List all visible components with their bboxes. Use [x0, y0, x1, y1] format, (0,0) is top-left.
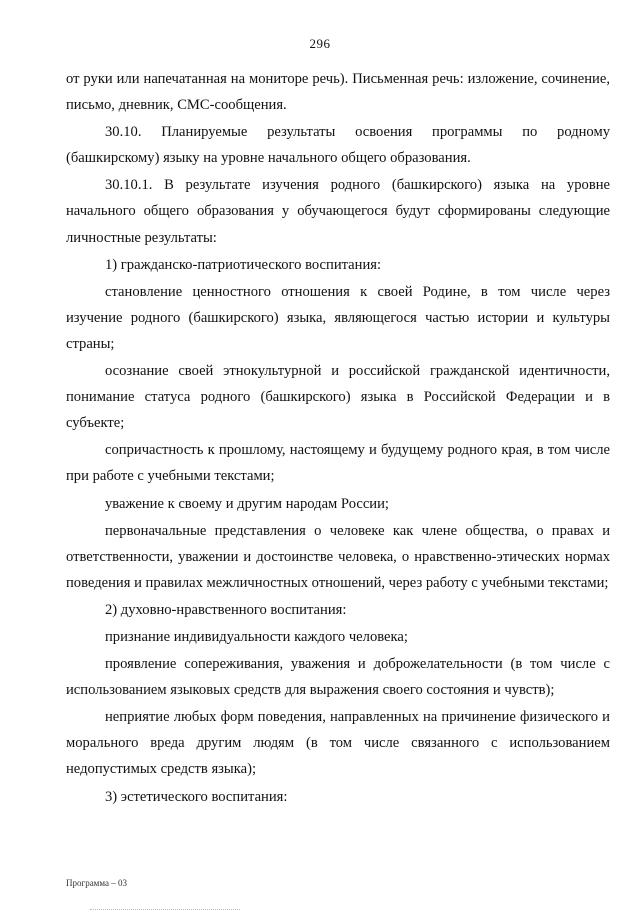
paragraph-individuality: признание индивидуальности каждого человека; — [105, 628, 408, 645]
paragraph-heading-moral: 2) духовно-нравственного воспитания: — [105, 601, 347, 618]
paragraph-society: первоначальные представления о человеке как члене общества, о правах и ответственности, уважении и достоинстве человека, о нравственно-этических нормах поведения и правилах межличностных отношений, через работу с учебными текстами; — [66, 522, 610, 591]
paragraph-heading-aesthetic: 3) эстетического воспитания: — [105, 788, 288, 805]
paragraph-section-30-10-1: 30.10.1. В результате изучения родного (башкирского) языка на уровне начального общего образования у обучающегося будут сформированы следующие личностные результаты: — [66, 177, 610, 246]
body-text — [66, 66, 610, 810]
paragraph-continuation: от руки или напечатанная на мониторе речь). Письменная речь: изложение, сочинение, письмо, дневник, СМС-сообщения. — [66, 71, 610, 114]
paragraph-homeland: становление ценностного отношения к своей Родине, в том числе через изучение родного (башкирского) языка, являющегося частью истории и культуры страны; — [66, 283, 610, 352]
paragraph-identity: осознание своей этнокультурной и российской гражданской идентичности, понимание статуса родного (башкирского) языка в Российской Федерации и в субъекте; — [66, 363, 610, 432]
paragraph-rejection: неприятие любых форм поведения, направленных на причинение физического и морального вреда другим людям (в том числе связанного с использованием недопустимых средств языка); — [66, 709, 610, 778]
paragraph-native-land: сопричастность к прошлому, настоящему и будущему родного края, в том числе при работе с учебными текстами; — [66, 442, 610, 485]
page-number: 296 — [309, 36, 331, 51]
footer-label: Программа – 03 — [66, 878, 128, 888]
scan-artifact — [90, 909, 240, 912]
paragraph-heading-civic: 1) гражданско-патриотического воспитания: — [105, 256, 382, 273]
paragraph-respect-peoples: уважение к своему и другим народам России; — [105, 495, 389, 512]
paragraph-section-30-10: 30.10. Планируемые результаты освоения программы по родному (башкирскому) языку на уровне начального общего образования. — [66, 124, 610, 167]
paragraph-empathy: проявление сопереживания, уважения и доброжелательности (в том числе с использованием языковых средств для выражения своего состояния и чувств); — [66, 656, 610, 699]
